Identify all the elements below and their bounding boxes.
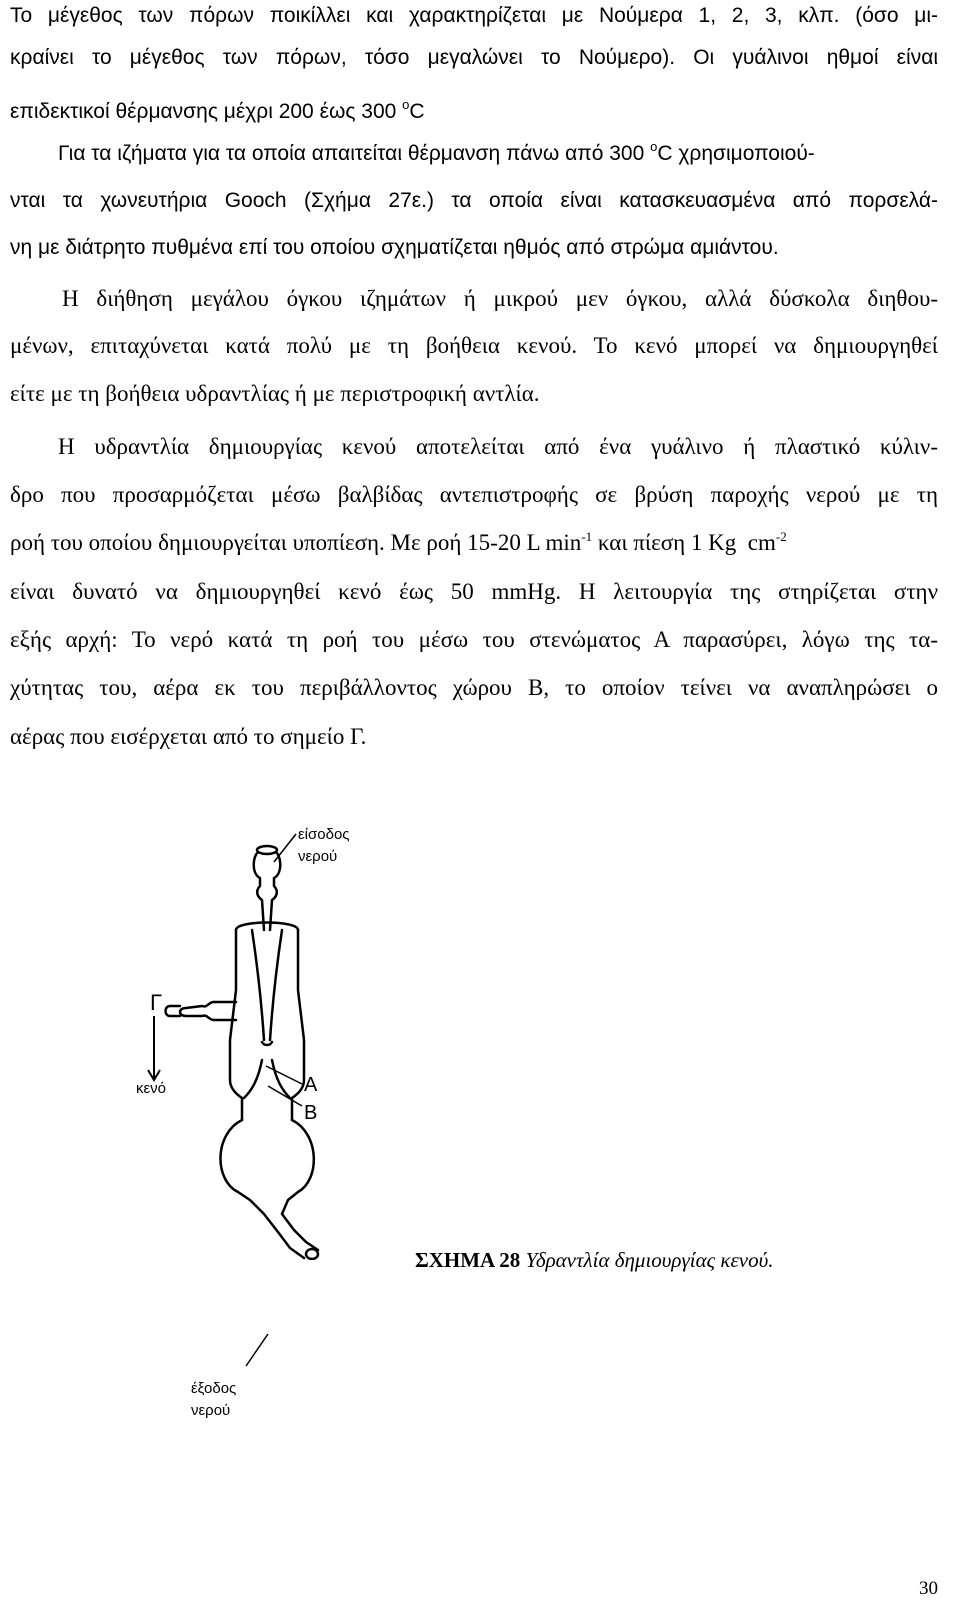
inlet-label-line2: νερού — [298, 848, 338, 865]
text-line-11: δρο που προσαρμόζεται μέσω βαλβίδας αντεπιστροφής σε βρύση παροχής νερού με τη — [10, 482, 938, 507]
text-line-5: νται τα χωνευτήρια Gooch (Σχήμα 27ε.) τα οποία είναι κατασκευασμένα από πορσελά- — [10, 189, 938, 212]
page-number: 30 — [919, 1578, 938, 1599]
caption-number: ΣΧΗΜΑ 28 — [415, 1248, 521, 1272]
text-line-9: είτε με τη βοήθεια υδραντλίας ή με περιστροφική αντλία. — [10, 381, 540, 406]
text-line-10: Η υδραντλία δημιουργίας κενού αποτελείται από ένα γυάλινο ή πλαστικό κύλιν- — [58, 434, 938, 459]
text-line-6: νη με διάτρητο πυθμένα επί του οποίου σχηματίζεται ηθμός από στρώμα αμιάντου. — [10, 236, 779, 259]
outlet-label-line1: έξοδος — [191, 1380, 237, 1397]
figure-caption — [415, 1248, 773, 1273]
text-line-14: εξής αρχή: Το νερό κατά τη ροή του μέσω του στενώματος Α παρασύρει, λόγω της τα- — [10, 627, 938, 652]
vacuum-arrow — [144, 1016, 164, 1116]
text-line-13: είναι δυνατό να δημιουργηθεί κενό έως 50 mmHg. Η λειτουργία της στηρίζεται στην — [10, 579, 938, 604]
caption-text: Υδραντλία δημιουργίας κενού. — [525, 1248, 774, 1272]
text-line-15: χύτητας του, αέρα εκ του περιβάλλοντος χώρου Β, το οποίον τείνει να αναπληρώσει ο — [10, 675, 938, 700]
outlet-label-line2: νερού — [191, 1402, 231, 1419]
inlet-label-line1: είσοδος — [298, 826, 350, 843]
text-line-12: ροή του οποίου δημιουργείται υποπίεση. Με ροή 15-20 L $\min^{-1} \kappa\alpha\iota$ πίεση 1 Kg $cm^{-2}$ — [10, 529, 787, 555]
text-line-3: επιδεκτικοί θέρμανσης μέχρι 200 έως 300 $^o$C — [10, 97, 425, 123]
text-line-1: Το μέγεθος των πόρων ποικίλλει και χαρακτηρίζεται με Νούμερα 1, 2, 3, κλπ. (όσο μι- — [10, 4, 938, 27]
text-line-7: Η διήθηση μεγάλου όγκου ιζημάτων ή μικρού μεν όγκου, αλλά δύσκολα διηθου- — [62, 286, 938, 311]
point-b-label: Β — [304, 1102, 318, 1124]
text-line-2: κραίνει το μέγεθος των πόρων, τόσο μεγαλώνει το Νούμερο). Οι γυάλινοι ηθμοί είναι — [10, 46, 938, 69]
text-line-4: Για τα ιζήματα για τα οποία απαιτείται θέρμανση πάνω από 300 $^o$C χρησιμοποιού- — [58, 139, 815, 165]
point-a-label: Α — [304, 1074, 318, 1096]
text-line-16: αέρας που εισέρχεται από το σημείο Γ. — [10, 724, 367, 749]
outlet-pointer-line — [236, 1330, 276, 1370]
vacuum-label: κενό — [136, 1080, 167, 1097]
gamma-label: Γ — [150, 990, 163, 1015]
text-line-8: μένων, επιταχύνεται κατά πολύ με τη βοήθεια κενού. Το κενό μπορεί να δημιουργηθεί — [10, 333, 938, 358]
